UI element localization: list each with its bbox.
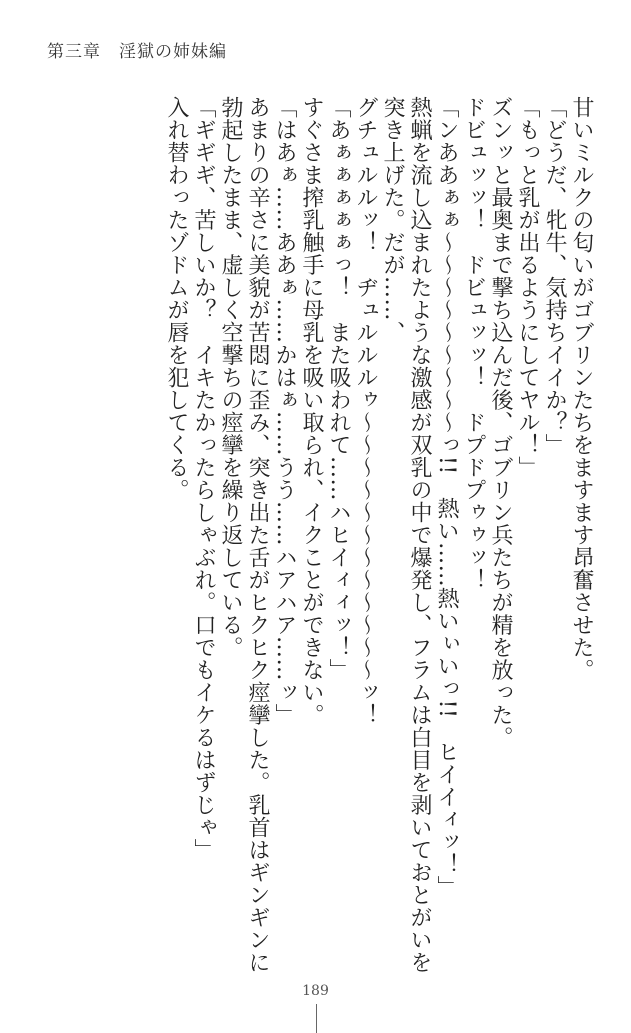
text-line: すぐさま搾乳触手に母乳を吸い取られ、イクことができない。 [299,96,324,726]
page-number-rule [316,1004,317,1033]
text-line: 入れ替わったゾドムが唇を犯してくる。 [164,96,189,501]
vertical-body-text [40,96,595,976]
text-line: 甘いミルクの匂いがゴブリンたちをますます昂奮させた。 [569,96,594,681]
text-line: 熱蝋を流し込まれたような激感が双乳の中で爆発し、フラムは白目を剥いておとがいを [407,96,432,974]
text-line: 勃起したまま、虚しく空撃ちの痙攣を繰り返している。 [218,96,243,659]
page-number: 189 [302,983,329,999]
text-line: あまりの辛さに美貌が苦悶に歪み、突き出た舌がヒクヒク痙攣した。乳首はギンギンに [245,96,270,974]
chapter-header: 第三章 淫獄の姉妹編 [47,42,227,62]
text-line: 突き上げた。だが……、 [380,96,405,344]
text-line: 「もっと乳が出るようにしてヤル！」 [515,96,540,479]
text-line: 「あぁぁぁぁぁっ！ また吸われて……ハヒイィィッ！」 [326,96,351,681]
text-line: 「はあぁ……ああぁ……かはぁ……うう……ハアハア……ッ」 [272,96,297,726]
text-line: グチュルルッ！ ヂュルルルゥ〜〜〜〜〜〜〜〜〜〜〜〜ッ！ [353,96,378,726]
text-line: ズンッと最奥まで撃ち込んだ後、ゴブリン兵たちが精を放った。 [488,96,513,749]
text-line: ドビュッッ！ ドビュッッ！ ドプドプゥゥッ！ [461,96,486,591]
text-line: 「ギギギ、苦しいか？ イキたかったらしゃぶれ。口でもイケるはずじゃ」 [191,96,216,861]
text-line: 「ンああぁぁ〜〜〜〜〜〜〜〜〜っ!! 熱い……熱いぃいっ!! ヒイイィッ！」 [434,96,459,899]
text-line: 「どうだ、牝牛、気持ちイイか？」 [542,96,567,456]
